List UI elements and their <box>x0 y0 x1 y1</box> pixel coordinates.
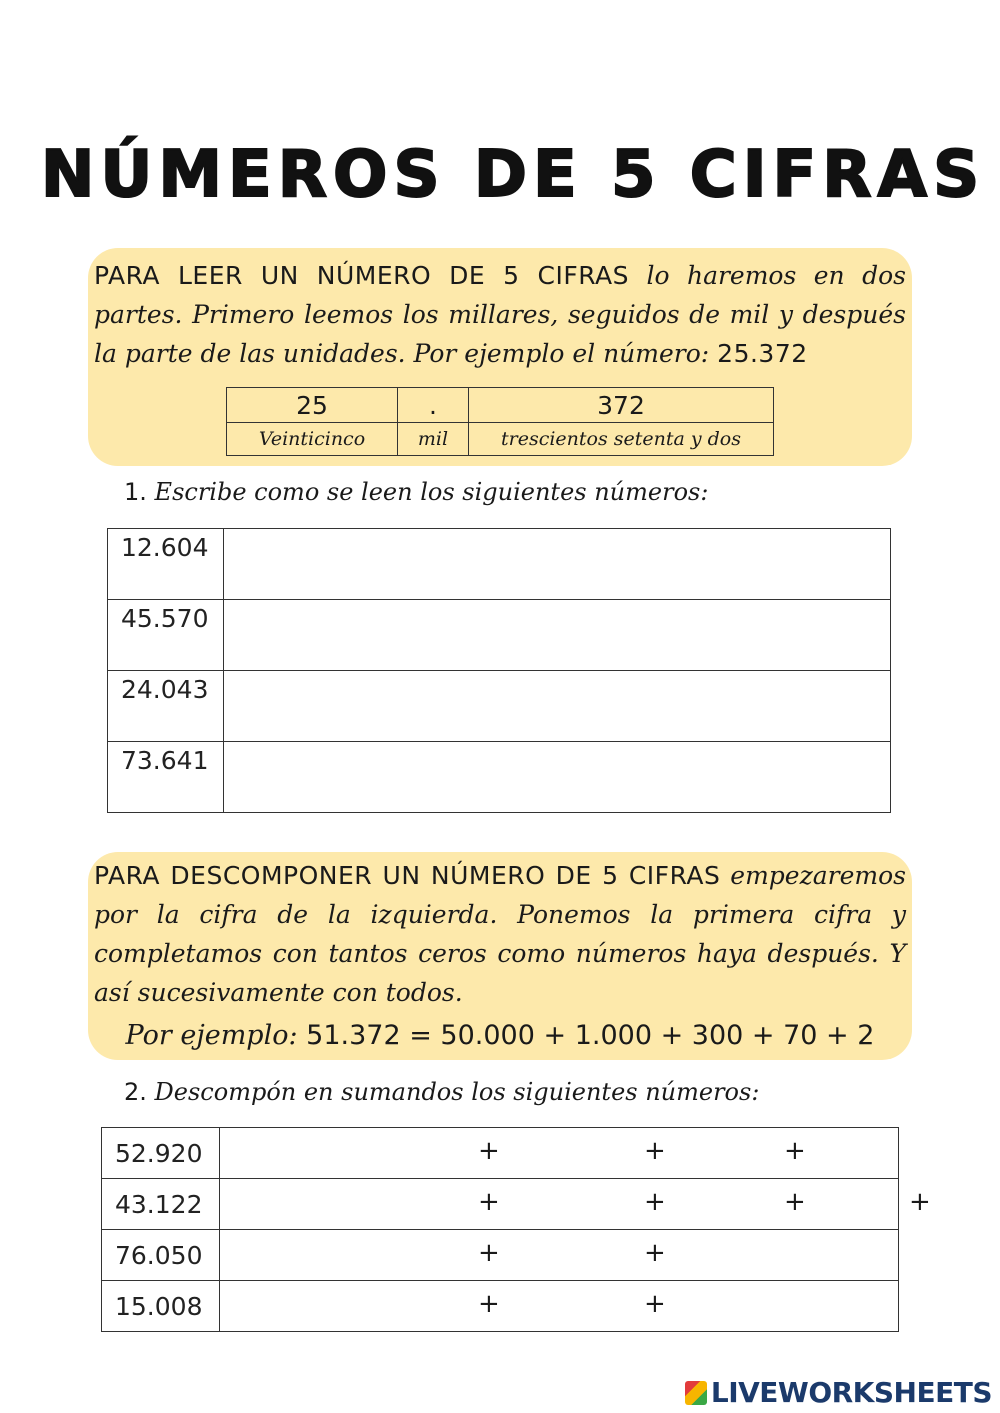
exercise-number: 15.008 <box>102 1281 220 1332</box>
liveworksheets-logo-icon <box>685 1381 707 1405</box>
exercise-number: 12.604 <box>108 529 224 600</box>
decompose-example-label: Por ejemplo: <box>125 1020 298 1051</box>
plus-sign: + <box>909 1187 931 1217</box>
plus-sign: + <box>644 1238 666 1268</box>
example-word-units: trescientos setenta y dos <box>469 423 774 456</box>
question-1-text: Escribe como se leen los siguientes números: <box>154 478 709 506</box>
reading-example-table <box>226 387 774 456</box>
decompose-lead-caps: PARA DESCOMPONER UN NÚMERO DE 5 CIFRAS <box>94 861 721 890</box>
example-word-mil: mil <box>398 423 469 456</box>
answer-field[interactable] <box>224 600 891 671</box>
table-row <box>102 1230 899 1281</box>
reading-instructions <box>94 256 906 373</box>
exercise-number: 52.920 <box>102 1128 220 1179</box>
plus-sign: + <box>784 1136 806 1166</box>
example-cell-units: 372 <box>469 388 774 423</box>
answer-field[interactable] <box>224 529 891 600</box>
table-row <box>102 1128 899 1179</box>
question-1-heading <box>124 478 708 506</box>
question-1-number: 1. <box>124 478 147 506</box>
reading-exercise-table <box>107 528 891 813</box>
plus-sign: + <box>644 1187 666 1217</box>
table-row <box>108 600 891 671</box>
table-row <box>108 742 891 813</box>
exercise-number: 76.050 <box>102 1230 220 1281</box>
answer-field[interactable] <box>220 1230 899 1281</box>
table-row <box>102 1281 899 1332</box>
exercise-number: 73.641 <box>108 742 224 813</box>
question-2-heading <box>124 1078 759 1106</box>
table-row <box>108 529 891 600</box>
answer-field[interactable] <box>220 1281 899 1332</box>
question-2-text: Descompón en sumandos los siguientes números: <box>154 1078 760 1106</box>
plus-sign: + <box>644 1289 666 1319</box>
page-title: NÚMEROS DE 5 CIFRAS <box>40 138 986 212</box>
decompose-lead-cursive: empezaremos por la cifra de la izquierda. Ponemos la primera cifra y completamos con tantos ceros como números haya después. Y así sucesivamente con todos. <box>94 861 906 1007</box>
plus-sign: + <box>644 1136 666 1166</box>
plus-sign: + <box>478 1289 500 1319</box>
exercise-number: 43.122 <box>102 1179 220 1230</box>
plus-sign: + <box>478 1187 500 1217</box>
brand-name: LIVEWORKSHEETS <box>710 1376 992 1409</box>
reading-lead-caps: PARA LEER UN NÚMERO DE 5 CIFRAS <box>94 261 630 290</box>
reading-example-number: 25.372 <box>717 339 808 368</box>
reading-lead-cursive: lo haremos en dos partes. Primero leemos los millares, seguidos de mil y después la parte de las unidades. Por ejemplo el número: <box>94 261 906 368</box>
decompose-exercise-table <box>101 1127 931 1332</box>
example-cell-dot: . <box>398 388 469 423</box>
example-word-thousands: Veinticinco <box>227 423 398 456</box>
answer-field[interactable] <box>220 1179 931 1230</box>
example-cell-thousands: 25 <box>227 388 398 423</box>
plus-sign: + <box>478 1238 500 1268</box>
answer-field[interactable] <box>220 1128 899 1179</box>
plus-sign: + <box>784 1187 806 1217</box>
liveworksheets-logo <box>685 1376 992 1409</box>
exercise-number: 45.570 <box>108 600 224 671</box>
plus-sign: + <box>478 1136 500 1166</box>
exercise-number: 24.043 <box>108 671 224 742</box>
answer-field[interactable] <box>224 742 891 813</box>
table-row <box>108 671 891 742</box>
question-2-number: 2. <box>124 1078 147 1106</box>
decompose-example-value: 51.372 = 50.000 + 1.000 + 300 + 70 + 2 <box>306 1020 875 1051</box>
decompose-instructions <box>94 856 906 1012</box>
table-row <box>102 1179 899 1230</box>
answer-field[interactable] <box>224 671 891 742</box>
decompose-example <box>88 1020 912 1051</box>
